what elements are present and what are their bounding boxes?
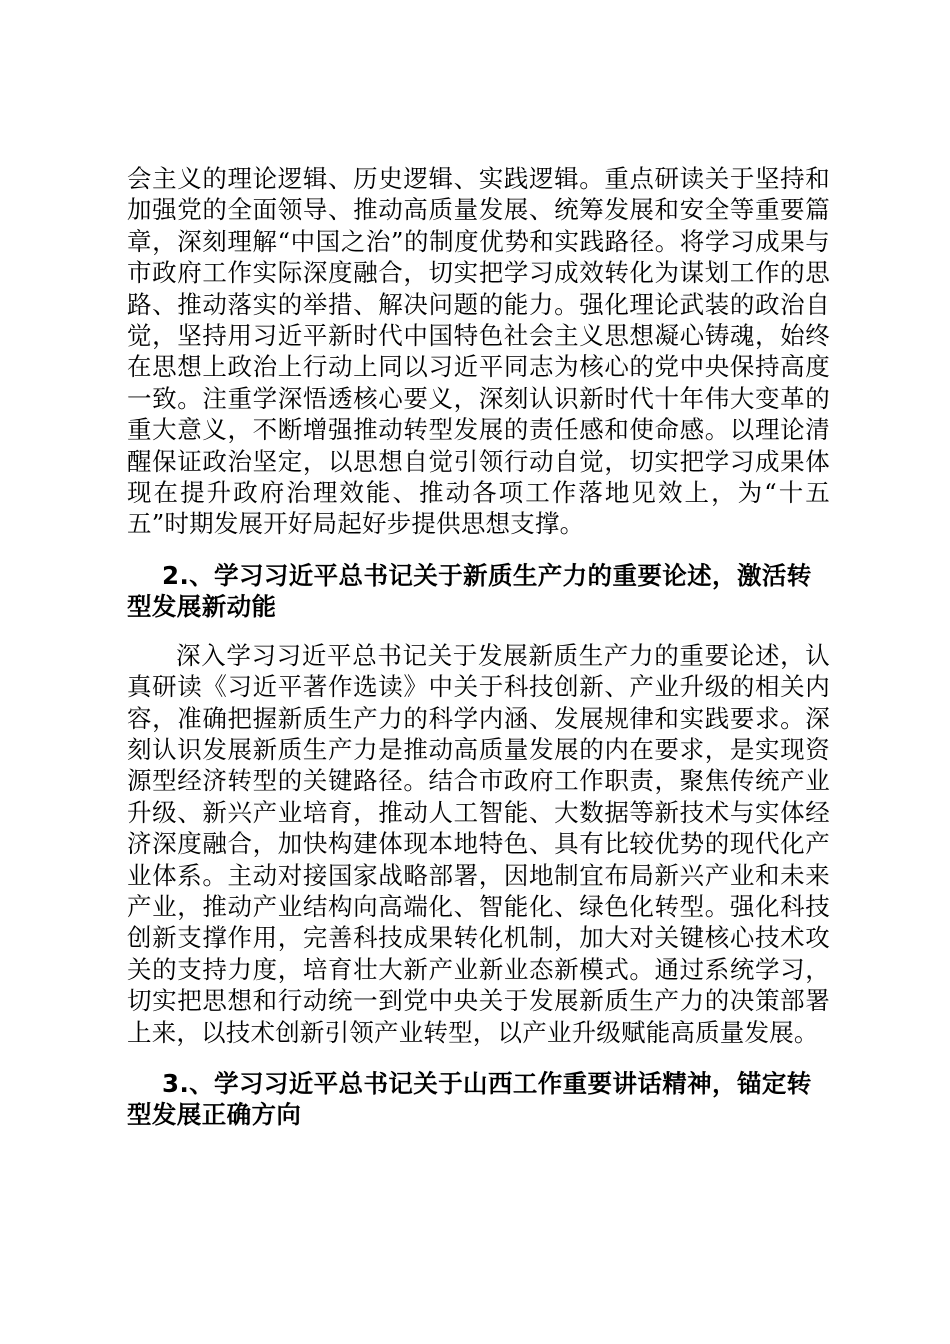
body-paragraph-section-2: 深入学习习近平总书记关于发展新质生产力的重要论述，认真研读《习近平著作选读》中关于科技创新、产业升级的相关内容，准确把握新质生产力的科学内涵、发展规律和实践要求。深刻认识发展新质生产力是推动高质量发展的内在要求，是实现资源型经济转型的关键路径。结合市政府工作职责，聚焦传统产业升级、新兴产业培育，推动人工智能、大数据等新技术与实体经济深度融合，加快构建体现本地特色、具有比较优势的现代化产业体系。主动对接国家战略部署，因地制宜布局新兴产业和未来产业，推动产业结构向高端化、智能化、绿色化转型。强化科技创新支撑作用，完善科技成果转化机制，加大对关键核心技术攻关的支持力度，培育壮大新产业新业态新模式。通过系统学习，切实把思想和行动统一到党中央关于发展新质生产力的决策部署上来，以技术创新引领产业转型，以产业升级赋能高质量发展。	[127, 640, 830, 1047]
document-page	[127, 163, 830, 1131]
spacer	[127, 623, 830, 640]
section-heading-3: 3.、学习习近平总书记关于山西工作重要讲话精神，锚定转型发展正确方向	[127, 1068, 812, 1130]
spacer	[127, 1048, 830, 1068]
body-paragraph-continued: 会主义的理论逻辑、历史逻辑、实践逻辑。重点研读关于坚持和加强党的全面领导、推动高质量发展、统筹发展和安全等重要篇章，深刻理解“中国之治”的制度优势和实践路径。将学习成果与市政府工作实际深度融合，切实把学习成效转化为谋划工作的思路、推动落实的举措、解决问题的能力。强化理论武装的政治自觉，坚持用习近平新时代中国特色社会主义思想凝心铸魂，始终在思想上政治上行动上同以习近平同志为核心的党中央保持高度一致。注重学深悟透核心要义，深刻认识新时代十年伟大变革的重大意义，不断增强推动转型发展的责任感和使命感。以理论清醒保证政治坚定，以思想自觉引领行动自觉，切实把学习成果体现在提升政府治理效能、推动各项工作落地见效上，为“十五五”时期发展开好局起好步提供思想支撑。	[127, 164, 830, 539]
section-heading-2: 2.、学习习近平总书记关于新质生产力的重要论述，激活转型发展新动能	[127, 560, 812, 622]
spacer	[127, 540, 830, 560]
